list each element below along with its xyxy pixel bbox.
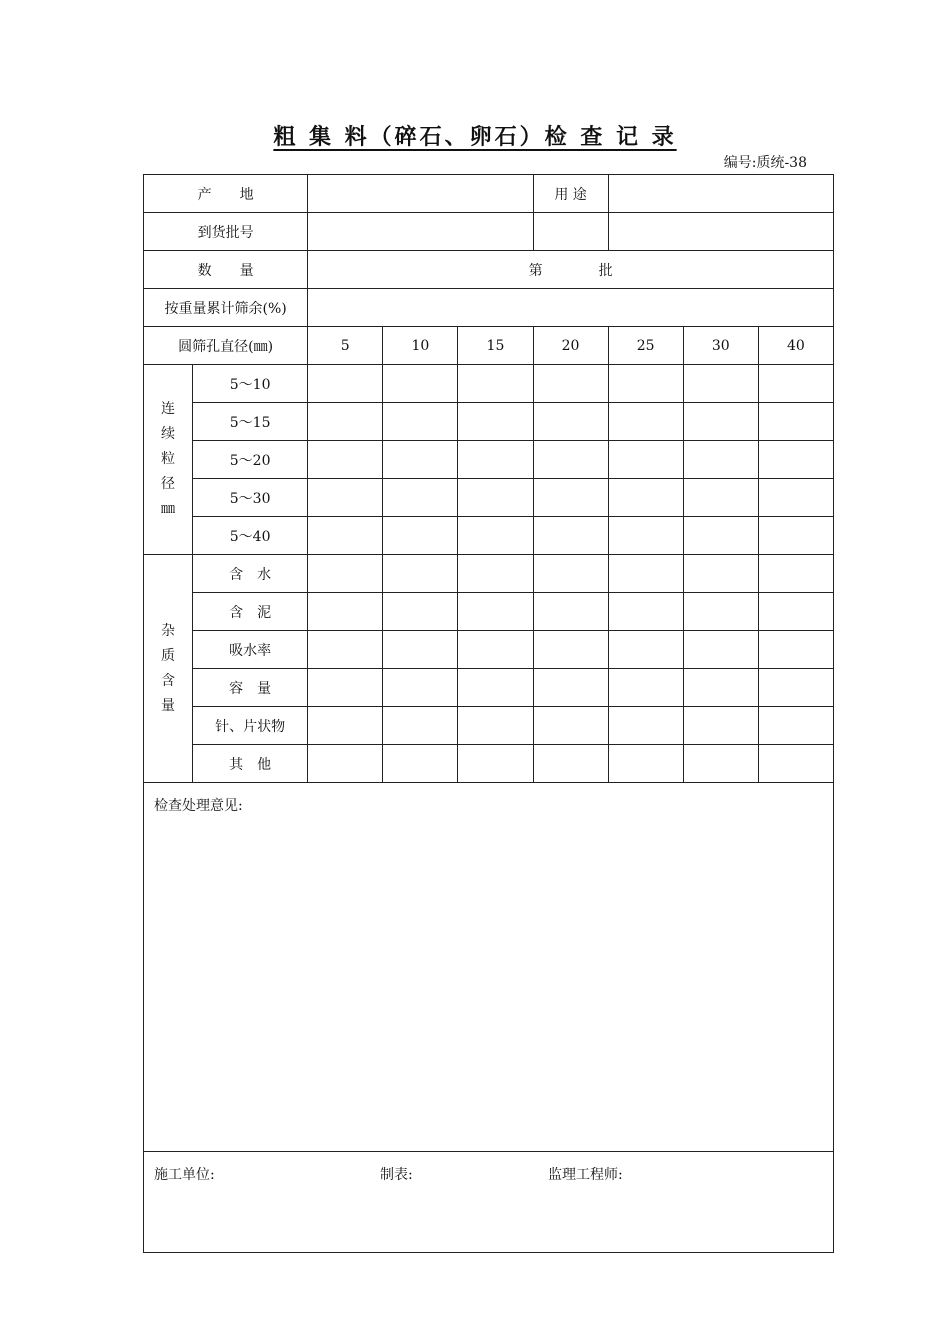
table-row: [144, 631, 834, 669]
data-cell[interactable]: [458, 479, 533, 517]
impurity-item-label: 含 泥: [193, 593, 308, 631]
data-cell[interactable]: [308, 707, 383, 745]
table-row: [144, 745, 834, 783]
data-cell[interactable]: [683, 593, 758, 631]
data-cell[interactable]: [683, 669, 758, 707]
data-cell[interactable]: [758, 707, 833, 745]
data-cell[interactable]: [608, 593, 683, 631]
impurity-item-label: 容 量: [193, 669, 308, 707]
data-cell[interactable]: [608, 441, 683, 479]
data-cell[interactable]: [533, 593, 608, 631]
data-cell[interactable]: [383, 745, 458, 783]
grading-range-label: 5～40: [193, 517, 308, 555]
impurity-item-label: 针、片状物: [193, 707, 308, 745]
sieve-size-header: 20: [533, 327, 608, 365]
data-cell[interactable]: [533, 479, 608, 517]
data-cell[interactable]: [383, 555, 458, 593]
table-row: [144, 593, 834, 631]
group-label-char: 续: [161, 426, 176, 442]
data-cell[interactable]: [383, 441, 458, 479]
data-cell[interactable]: [458, 441, 533, 479]
data-cell[interactable]: [533, 403, 608, 441]
row-sieve-diameter: [144, 327, 834, 365]
continuous-grading-group-label: [144, 365, 193, 555]
data-cell[interactable]: [308, 631, 383, 669]
sieve-residue-label: 按重量累计筛余(%): [144, 289, 308, 327]
data-cell[interactable]: [683, 745, 758, 783]
data-cell[interactable]: [683, 555, 758, 593]
group-label-char: 质: [161, 647, 176, 664]
data-cell[interactable]: [608, 555, 683, 593]
batch-ordinal-cell[interactable]: 第 批: [308, 251, 834, 289]
data-cell[interactable]: [383, 707, 458, 745]
data-cell[interactable]: [758, 593, 833, 631]
document-number: 编号:质统-38: [723, 155, 807, 171]
data-cell[interactable]: [533, 441, 608, 479]
data-cell[interactable]: [683, 365, 758, 403]
data-cell[interactable]: [533, 517, 608, 555]
data-cell[interactable]: [308, 555, 383, 593]
data-cell[interactable]: [533, 365, 608, 403]
sieve-size-header: 25: [608, 327, 683, 365]
data-cell[interactable]: [533, 745, 608, 783]
batch-number-label: 到货批号: [144, 213, 308, 251]
row-quantity: [144, 251, 834, 289]
group-label-char: 连: [161, 401, 176, 417]
sieve-size-header: 15: [458, 327, 533, 365]
data-cell[interactable]: [683, 631, 758, 669]
group-label-char: 量: [161, 697, 176, 714]
data-cell[interactable]: [533, 707, 608, 745]
supervising-engineer-label: 监理工程师:: [548, 1167, 623, 1183]
row-origin: [144, 175, 834, 213]
table-row: [144, 403, 834, 441]
row-signatures: [144, 1152, 834, 1253]
table-row: [144, 479, 834, 517]
opinion-cell[interactable]: [144, 783, 834, 1152]
data-cell[interactable]: [683, 403, 758, 441]
table-row: [144, 707, 834, 745]
data-cell[interactable]: [383, 631, 458, 669]
grading-range-label: 5～15: [193, 403, 308, 441]
data-cell[interactable]: [458, 555, 533, 593]
page-title: 粗 集 料（碎石、卵石）检 查 记 录: [273, 124, 677, 150]
table-row: [144, 365, 834, 403]
group-label-char: 径: [161, 476, 176, 492]
impurity-item-label: 含 水: [193, 555, 308, 593]
data-cell[interactable]: [458, 707, 533, 745]
data-cell[interactable]: [608, 745, 683, 783]
table-row: [144, 517, 834, 555]
data-cell[interactable]: [608, 479, 683, 517]
purpose-value-cell[interactable]: [608, 175, 833, 213]
data-cell[interactable]: [308, 403, 383, 441]
impurity-item-label: 吸水率: [193, 631, 308, 669]
data-cell[interactable]: [383, 669, 458, 707]
data-cell[interactable]: [308, 745, 383, 783]
data-cell[interactable]: [683, 707, 758, 745]
data-cell[interactable]: [458, 403, 533, 441]
data-cell[interactable]: [683, 517, 758, 555]
data-cell[interactable]: [383, 403, 458, 441]
data-cell[interactable]: [308, 669, 383, 707]
data-cell[interactable]: [308, 365, 383, 403]
origin-label: 产 地: [144, 175, 308, 213]
group-label-char: ㎜: [161, 501, 176, 517]
sieve-size-header: 40: [758, 327, 833, 365]
data-cell[interactable]: [758, 631, 833, 669]
data-cell[interactable]: [458, 517, 533, 555]
data-cell[interactable]: [758, 479, 833, 517]
table-maker-label: 制表:: [380, 1167, 413, 1183]
data-cell[interactable]: [383, 365, 458, 403]
data-cell[interactable]: [383, 517, 458, 555]
data-cell[interactable]: [758, 403, 833, 441]
purpose-label: 用 途: [533, 175, 608, 213]
data-cell[interactable]: [758, 441, 833, 479]
data-cell[interactable]: [458, 365, 533, 403]
data-cell[interactable]: [458, 745, 533, 783]
data-cell[interactable]: [308, 593, 383, 631]
batch-number-value-cell[interactable]: [308, 213, 533, 251]
data-cell[interactable]: [758, 555, 833, 593]
batch-number-extra-cell-2[interactable]: [608, 213, 833, 251]
group-label-char: 含: [161, 672, 176, 689]
data-cell[interactable]: [383, 593, 458, 631]
data-cell[interactable]: [533, 631, 608, 669]
data-cell[interactable]: [458, 631, 533, 669]
impurity-item-label: 其 他: [193, 745, 308, 783]
table-row: [144, 441, 834, 479]
origin-value-cell[interactable]: [308, 175, 533, 213]
sieve-diameter-label: 圆筛孔直径(㎜): [144, 327, 308, 365]
data-cell[interactable]: [683, 441, 758, 479]
group-label-char: 杂: [161, 622, 176, 639]
signature-cell[interactable]: [144, 1152, 834, 1253]
grading-range-label: 5～20: [193, 441, 308, 479]
data-cell[interactable]: [758, 517, 833, 555]
data-cell[interactable]: [383, 479, 458, 517]
grading-range-label: 5～30: [193, 479, 308, 517]
opinion-label: 检查处理意见:: [154, 798, 243, 814]
data-cell[interactable]: [608, 707, 683, 745]
sieve-residue-value-cell[interactable]: [308, 289, 834, 327]
inspection-form-table: [143, 174, 834, 1253]
table-row: [144, 555, 834, 593]
group-label-char: 粒: [161, 451, 176, 467]
sieve-size-header: 5: [308, 327, 383, 365]
data-cell[interactable]: [458, 593, 533, 631]
quantity-label: 数 量: [144, 251, 308, 289]
data-cell[interactable]: [308, 517, 383, 555]
data-cell[interactable]: [683, 479, 758, 517]
data-cell[interactable]: [608, 403, 683, 441]
sieve-size-header: 30: [683, 327, 758, 365]
batch-number-extra-cell[interactable]: [533, 213, 608, 251]
data-cell[interactable]: [758, 365, 833, 403]
impurities-group-label: [144, 555, 193, 783]
construction-unit-label: 施工单位:: [154, 1167, 215, 1183]
data-cell[interactable]: [308, 441, 383, 479]
grading-range-label: 5～10: [193, 365, 308, 403]
data-cell[interactable]: [608, 669, 683, 707]
data-cell[interactable]: [533, 555, 608, 593]
data-cell[interactable]: [308, 479, 383, 517]
data-cell[interactable]: [758, 745, 833, 783]
data-cell[interactable]: [533, 669, 608, 707]
row-batch-number: [144, 213, 834, 251]
data-cell[interactable]: [608, 365, 683, 403]
table-row: [144, 669, 834, 707]
row-sieve-residue: [144, 289, 834, 327]
row-opinion: [144, 783, 834, 1152]
data-cell[interactable]: [758, 669, 833, 707]
data-cell[interactable]: [608, 517, 683, 555]
data-cell[interactable]: [458, 669, 533, 707]
sieve-size-header: 10: [383, 327, 458, 365]
data-cell[interactable]: [608, 631, 683, 669]
